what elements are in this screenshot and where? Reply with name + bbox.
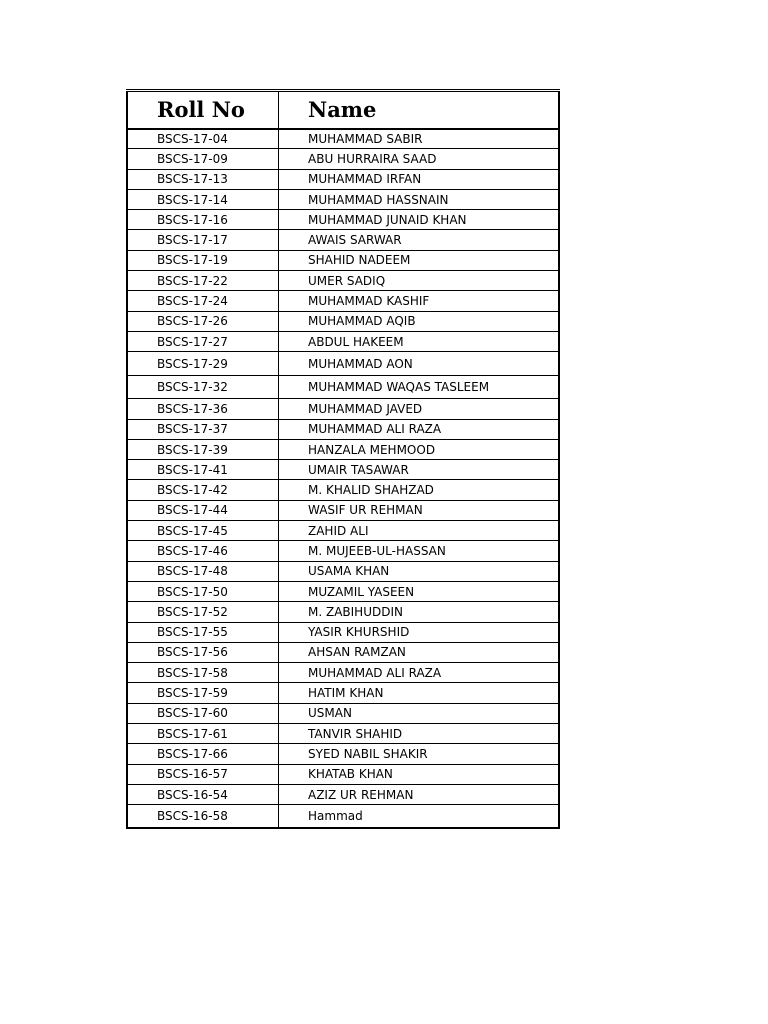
student-name-cell: YASIR KHURSHID [279,622,560,642]
roll-no-cell: BSCS-17-27 [127,331,279,351]
student-name-cell: MUHAMMAD JAVED [279,399,560,419]
roll-no-cell: BSCS-17-46 [127,541,279,561]
roll-no-cell: BSCS-17-13 [127,169,279,189]
student-name-cell: ABDUL HAKEEM [279,331,560,351]
roll-no-cell: BSCS-17-58 [127,663,279,683]
table-row [127,375,559,399]
student-name-cell: M. ZABIHUDDIN [279,602,560,622]
student-name-cell: MUHAMMAD KASHIF [279,291,560,311]
student-name-cell: MUHAMMAD SABIR [279,129,560,149]
table-row [127,622,559,642]
student-name-cell: WASIF UR REHMAN [279,500,560,520]
roll-no-cell: BSCS-17-32 [127,375,279,399]
table-row [127,189,559,209]
roll-no-cell: BSCS-17-59 [127,683,279,703]
student-name-cell: MUHAMMAD HASSNAIN [279,189,560,209]
table-row [127,399,559,419]
roll-no-cell: BSCS-16-57 [127,764,279,784]
table-row [127,724,559,744]
student-name-cell: MUHAMMAD AQIB [279,311,560,331]
table-row [127,169,559,189]
student-name-cell: AHSAN RAMZAN [279,642,560,662]
student-name-cell: UMAIR TASAWAR [279,460,560,480]
table-row [127,764,559,784]
table-row [127,500,559,520]
roll-no-cell: BSCS-17-14 [127,189,279,209]
student-name-cell: UMER SADIQ [279,271,560,291]
table-row [127,683,559,703]
table-row [127,271,559,291]
student-name-cell: M. MUJEEB-UL-HASSAN [279,541,560,561]
roll-no-cell: BSCS-17-60 [127,703,279,723]
student-name-cell: HATIM KHAN [279,683,560,703]
table-row [127,784,559,804]
roll-no-cell: BSCS-17-48 [127,561,279,581]
table-row [127,805,559,829]
roll-no-cell: BSCS-17-36 [127,399,279,419]
roll-no-cell: BSCS-17-39 [127,439,279,459]
roll-no-cell: BSCS-17-56 [127,642,279,662]
table-row [127,460,559,480]
student-name-cell: MUHAMMAD JUNAID KHAN [279,210,560,230]
roll-no-cell: BSCS-17-45 [127,521,279,541]
student-name-cell: MUZAMIL YASEEN [279,581,560,601]
table-row [127,581,559,601]
student-name-cell: SHAHID NADEEM [279,250,560,270]
roll-no-cell: BSCS-16-54 [127,784,279,804]
roll-no-cell: BSCS-17-44 [127,500,279,520]
table-row [127,149,559,169]
roll-no-header: Roll No [127,91,279,129]
table-row [127,561,559,581]
table-row [127,250,559,270]
table-header [127,91,559,129]
table-row [127,311,559,331]
student-name-cell: HANZALA MEHMOOD [279,439,560,459]
roll-no-cell: BSCS-17-24 [127,291,279,311]
roll-no-cell: BSCS-17-37 [127,419,279,439]
roll-no-cell: BSCS-17-29 [127,352,279,376]
roll-no-cell: BSCS-17-04 [127,129,279,149]
student-name-cell: MUHAMMAD ALI RAZA [279,663,560,683]
table-row [127,439,559,459]
roll-no-cell: BSCS-17-66 [127,744,279,764]
table-body [127,129,559,829]
roll-no-cell: BSCS-17-16 [127,210,279,230]
student-name-cell: ZAHID ALI [279,521,560,541]
table-row [127,541,559,561]
name-header: Name [279,91,560,129]
roll-no-cell: BSCS-17-52 [127,602,279,622]
table-row [127,230,559,250]
student-name-cell: M. KHALID SHAHZAD [279,480,560,500]
student-name-cell: MUHAMMAD ALI RAZA [279,419,560,439]
roll-no-cell: BSCS-17-26 [127,311,279,331]
table-row [127,744,559,764]
student-name-cell: AZIZ UR REHMAN [279,784,560,804]
table-row [127,210,559,230]
table-row [127,331,559,351]
table-row [127,642,559,662]
student-name-cell: AWAIS SARWAR [279,230,560,250]
roll-no-cell: BSCS-17-22 [127,271,279,291]
student-name-cell: MUHAMMAD WAQAS TASLEEM [279,375,560,399]
table-row [127,480,559,500]
student-name-cell: KHATAB KHAN [279,764,560,784]
student-name-cell: MUHAMMAD AON [279,352,560,376]
roll-no-cell: BSCS-17-17 [127,230,279,250]
student-name-cell: SYED NABIL SHAKIR [279,744,560,764]
table-row [127,663,559,683]
roll-no-cell: BSCS-17-19 [127,250,279,270]
roll-no-cell: BSCS-17-55 [127,622,279,642]
roll-no-cell: BSCS-17-42 [127,480,279,500]
roll-no-cell: BSCS-17-50 [127,581,279,601]
table-row [127,703,559,723]
roll-no-cell: BSCS-17-09 [127,149,279,169]
student-name-cell: Hammad [279,805,560,829]
student-name-cell: USMAN [279,703,560,723]
student-name-cell: MUHAMMAD IRFAN [279,169,560,189]
table-row [127,419,559,439]
student-roster-table [126,89,560,829]
student-name-cell: USAMA KHAN [279,561,560,581]
table-row [127,602,559,622]
student-name-cell: ABU HURRAIRA SAAD [279,149,560,169]
table-row [127,129,559,149]
roll-no-cell: BSCS-17-41 [127,460,279,480]
table-row [127,291,559,311]
roll-no-cell: BSCS-16-58 [127,805,279,829]
table-row [127,352,559,376]
table-row [127,521,559,541]
student-name-cell: TANVIR SHAHID [279,724,560,744]
header-row [127,91,559,129]
roll-no-cell: BSCS-17-61 [127,724,279,744]
